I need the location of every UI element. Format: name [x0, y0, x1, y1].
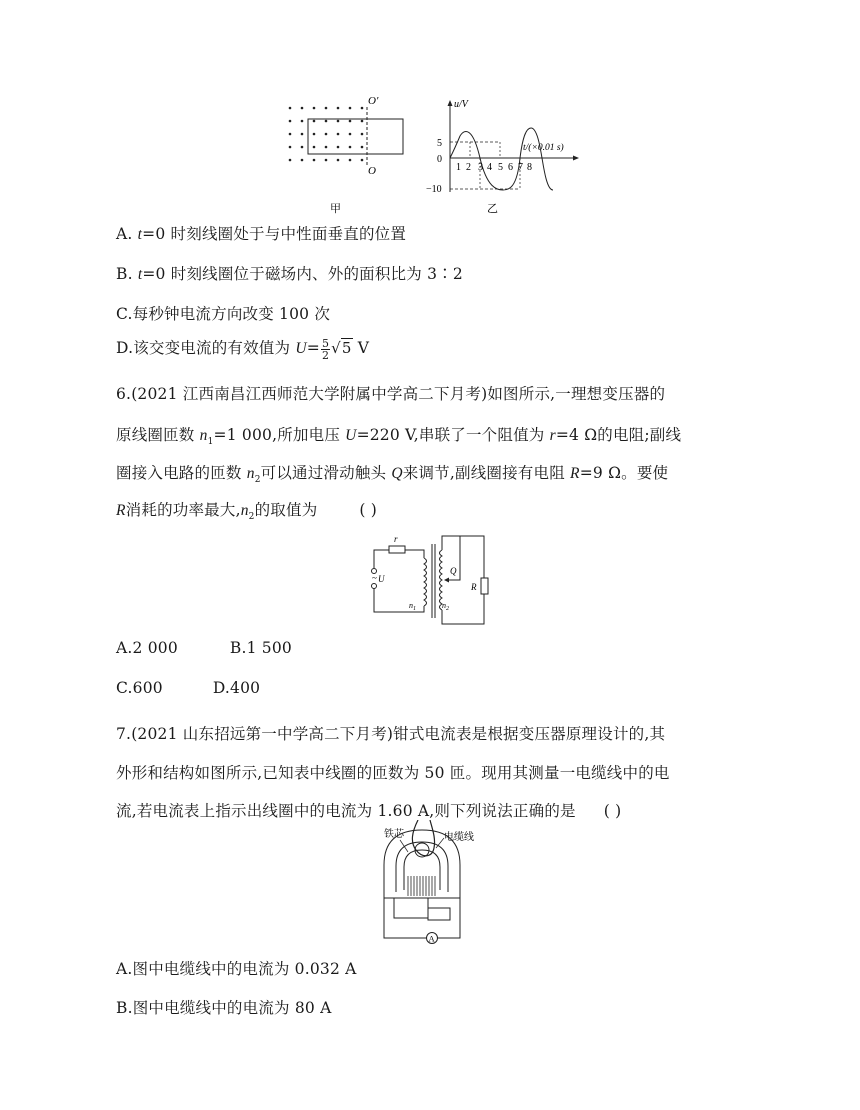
field-dot	[337, 146, 340, 149]
option-text: D.该交变电流的有效值为	[116, 339, 296, 357]
field-dot	[349, 159, 352, 162]
svg-text:r: r	[394, 534, 398, 544]
q6-options-row-2	[116, 679, 260, 697]
voltage-waveform	[450, 128, 553, 190]
field-dot	[301, 146, 304, 149]
q6-stem-line-2: 原线圈匝数 $n_1=1$ 000,所加电压 U=220 V,串联了一个阻值为 r=4 Ω的电阻;副线	[116, 426, 682, 448]
answer-parentheses: ( )	[603, 802, 622, 820]
svg-text:n2: $n_2$	[442, 601, 449, 612]
option-letter: A.	[116, 225, 138, 243]
field-dot	[337, 133, 340, 136]
field-dot	[301, 107, 304, 110]
field-dot	[361, 120, 364, 123]
field-dot	[313, 107, 316, 110]
resistor-r	[389, 546, 405, 553]
q7-stem-line-1: 7.(2021 山东招远第一中学高二下月考)钳式电流表是根据变压器原理设计的,其	[116, 725, 666, 743]
tick-label: 5	[498, 162, 503, 173]
field-dot	[313, 120, 316, 123]
q6-option-d[interactable]: D.400	[212, 679, 261, 697]
field-dot	[337, 159, 340, 162]
svg-text:R: R	[471, 582, 477, 592]
field-dot	[325, 146, 328, 149]
field-dot	[361, 146, 364, 149]
tick-label: 3	[478, 162, 483, 173]
field-dot	[325, 133, 328, 136]
figure-magnetic-field-coil	[280, 92, 415, 217]
graph-xlabel: t/(×0.01 s)	[523, 143, 564, 153]
option-text: =0 时刻线圈处于与中性面垂直的位置	[142, 225, 407, 243]
graph-ylabel: u/V	[454, 99, 468, 110]
caption-yi: 乙	[487, 203, 498, 215]
magnetic-field-dots	[289, 107, 364, 162]
q5-option-c[interactable]	[116, 302, 330, 324]
graph-y-zero: 0	[437, 154, 442, 165]
field-dot	[289, 107, 292, 110]
tick-label: 7	[518, 162, 523, 173]
svg-text:~: ~	[372, 573, 377, 583]
caption-jia: 甲	[330, 203, 341, 215]
field-dot	[301, 159, 304, 162]
q6-stem-line-1: 6.(2021 江西南昌江西师范大学附属中学高二下月考)如图所示,一理想变压器的	[116, 385, 666, 403]
sqrt-symbol: √	[331, 339, 341, 357]
field-dot	[349, 146, 352, 149]
field-dot	[313, 146, 316, 149]
fraction-denominator: 2	[321, 348, 330, 362]
field-dot	[325, 120, 328, 123]
label-iron-core: 铁芯	[384, 829, 404, 840]
field-dot	[349, 133, 352, 136]
square-root	[331, 338, 353, 357]
figure-voltage-time-graph	[425, 92, 615, 217]
field-dot	[289, 159, 292, 162]
q6-option-b[interactable]: B.1 500	[229, 639, 292, 657]
graph-y-pos: 5	[437, 138, 442, 149]
figure-transformer-circuit	[362, 528, 497, 633]
tick-label: 8	[527, 162, 532, 173]
svg-text:Q: Q	[450, 566, 457, 576]
label-cable: 电缆线	[444, 832, 474, 843]
resistor-R	[481, 578, 488, 594]
coil-rectangle	[308, 119, 403, 154]
field-dot	[325, 107, 328, 110]
field-dot	[313, 159, 316, 162]
q6-option-a[interactable]: A.2 000	[116, 639, 178, 657]
var-t: t	[137, 266, 143, 283]
svg-text:A: A	[428, 933, 435, 944]
option-letter: B.	[116, 265, 138, 283]
unit: V	[352, 339, 370, 357]
q7-stem-line-3: 流,若电流表上指示出线圈中的电流为 1.60 A,则下列说法正确的是 ( )	[116, 802, 622, 820]
equals: =	[306, 339, 320, 357]
field-dot	[301, 120, 304, 123]
q5-option-d[interactable]	[116, 336, 369, 361]
field-dot	[349, 107, 352, 110]
q7-option-b[interactable]: B.图中电缆线中的电流为 80 A	[116, 999, 332, 1017]
field-dot	[337, 107, 340, 110]
tick-label: 6	[508, 162, 513, 173]
var-t: t	[137, 226, 143, 243]
field-dot	[361, 133, 364, 136]
field-dot	[325, 159, 328, 162]
field-dot	[289, 133, 292, 136]
svg-text:U: U	[378, 574, 385, 584]
var-u: U	[295, 340, 307, 357]
field-dot	[361, 159, 364, 162]
q5-option-a[interactable]	[116, 222, 406, 244]
q6-stem-line-3: 圈接入电路的匝数 $n_2$可以通过滑动触头 Q来调节,副线圈接有电阻 R=9 Ω。要使	[116, 464, 669, 486]
fraction-numerator: 5	[321, 336, 330, 350]
field-dot	[313, 133, 316, 136]
field-dot	[301, 133, 304, 136]
q7-stem-line-2: 外形和结构如图所示,已知表中线圈的匝数为 50 匝。现用其测量一电缆线中的电	[116, 764, 670, 782]
q7-option-a[interactable]: A.图中电缆线中的电流为 0.032 A	[116, 960, 357, 978]
tick-label: 2	[466, 162, 471, 173]
field-dot	[289, 120, 292, 123]
q6-stem-line-4: R消耗的功率最大$,n_2$的取值为 ( )	[116, 501, 378, 523]
field-dot	[361, 107, 364, 110]
tick-label: 4	[487, 162, 492, 173]
tick-label: 1	[456, 162, 461, 173]
option-text: =0 时刻线圈位于磁场内、外的面积比为 3∶2	[142, 265, 463, 283]
option-text: C.每秒钟电流方向改变 100 次	[116, 305, 331, 323]
field-dot	[289, 146, 292, 149]
fraction	[321, 338, 330, 361]
radicand: 5	[341, 339, 352, 357]
q6-option-c[interactable]: C.600	[116, 679, 163, 697]
field-dot	[337, 120, 340, 123]
field-dot	[349, 120, 352, 123]
label-o: O	[368, 165, 376, 177]
primary-coil	[424, 558, 427, 606]
graph-y-neg: −10	[426, 184, 442, 195]
svg-text:n1: $n_1$	[409, 601, 416, 612]
answer-parentheses: ( )	[359, 501, 378, 519]
coil-windings	[408, 876, 435, 896]
graph-ticks	[456, 162, 532, 173]
q6-options-row-1	[116, 639, 292, 657]
q5-option-b[interactable]	[116, 262, 463, 284]
label-o-prime: O′	[368, 95, 379, 107]
figure-clamp-ammeter	[370, 820, 485, 948]
